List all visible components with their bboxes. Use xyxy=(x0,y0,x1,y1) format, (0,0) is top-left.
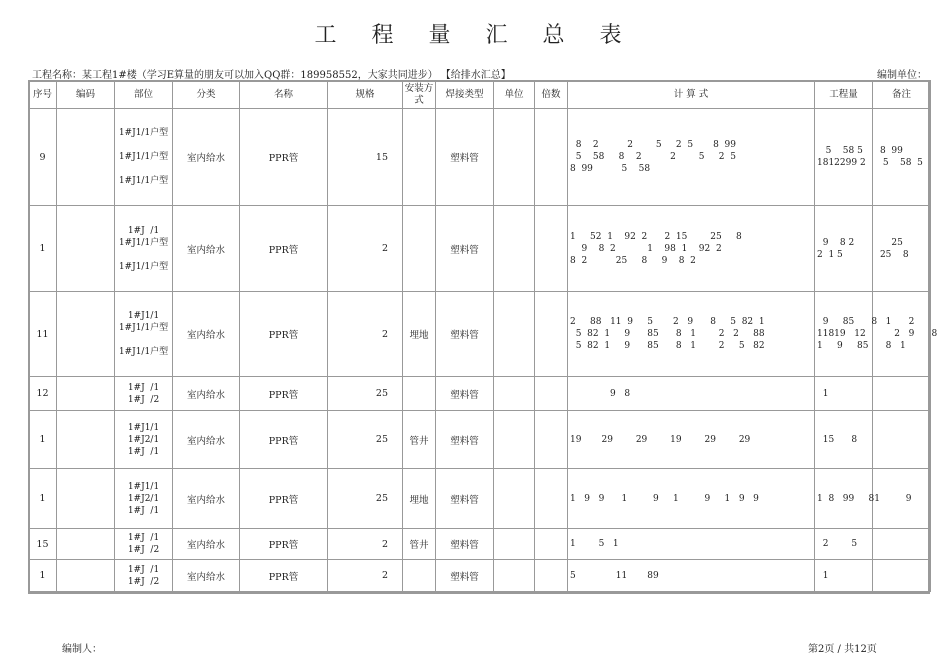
multiplier-cell xyxy=(535,377,568,411)
category-cell: 室内给水 xyxy=(173,560,240,592)
row-number: 15 xyxy=(29,529,57,560)
weld-type-cell: 塑料管 xyxy=(436,377,494,411)
spec-cell: 25 xyxy=(328,411,403,469)
weld-type-cell: 塑料管 xyxy=(436,469,494,529)
name-cell: PPR管 xyxy=(240,206,328,292)
formula-cell: 1 52 1 92 2 2 15 25 8 9 8 2 1 98 1 92 2 8 2 25 8 9 8 2 xyxy=(568,206,815,292)
name-cell: PPR管 xyxy=(240,469,328,529)
quantity-cell: 2 5 xyxy=(815,529,873,560)
remark-cell xyxy=(873,411,931,469)
table-row xyxy=(29,109,931,206)
name-cell: PPR管 xyxy=(240,529,328,560)
install-method-cell: 管井 xyxy=(403,529,436,560)
row-number: 1 xyxy=(29,469,57,529)
location-cell: 1#J1/1 1#J2/1 1#J /1 xyxy=(115,469,173,529)
weld-type-cell: 塑料管 xyxy=(436,109,494,206)
table-row xyxy=(29,206,931,292)
table-row xyxy=(29,292,931,377)
spec-cell: 15 xyxy=(328,109,403,206)
quantity-table xyxy=(28,80,938,592)
quantity-cell: 5 58 5 8 99 1812299 2 5 58 5 xyxy=(815,109,873,206)
unit-cell xyxy=(494,529,535,560)
weld-type-cell: 塑料管 xyxy=(436,206,494,292)
header-cell: 工程量 xyxy=(815,81,873,109)
category-cell: 室内给水 xyxy=(173,377,240,411)
table-row xyxy=(29,560,931,592)
weld-type-cell: 塑料管 xyxy=(436,529,494,560)
formula-cell: 1 5 1 xyxy=(568,529,815,560)
unit-cell xyxy=(494,377,535,411)
row-number: 1 xyxy=(29,411,57,469)
name-cell: PPR管 xyxy=(240,109,328,206)
quantity-cell: 1 8 99 81 9 xyxy=(815,469,873,529)
install-method-cell: 埋地 xyxy=(403,292,436,377)
multiplier-cell xyxy=(535,292,568,377)
weld-type-cell: 塑料管 xyxy=(436,411,494,469)
formula-cell: 19 29 29 19 29 29 xyxy=(568,411,815,469)
item-code xyxy=(57,529,115,560)
multiplier-cell xyxy=(535,109,568,206)
location-cell: 1#J1/1 1#J2/1 1#J /1 xyxy=(115,411,173,469)
location-cell: 1#J /1 1#J /2 xyxy=(115,377,173,411)
location-cell: 1#J /1 1#J1/1户型 1#J1/1户型 xyxy=(115,206,173,292)
formula-cell: 5 11 89 xyxy=(568,560,815,592)
header-cell: 备注 xyxy=(873,81,931,109)
project-name: 工程名称：某工程1#楼（学习E算量的朋友可以加入QQ群：189958552，大家共同进步） xyxy=(32,70,438,81)
remark-cell xyxy=(873,206,931,292)
formula-cell: 1 9 9 1 9 1 9 1 9 9 xyxy=(568,469,815,529)
category-cell: 室内给水 xyxy=(173,411,240,469)
unit-cell xyxy=(494,469,535,529)
name-cell: PPR管 xyxy=(240,292,328,377)
item-code xyxy=(57,560,115,592)
quantity-cell: 9 8 2 25 2 1 5 25 8 xyxy=(815,206,873,292)
name-cell: PPR管 xyxy=(240,560,328,592)
weld-type-cell: 塑料管 xyxy=(436,292,494,377)
row-number: 9 xyxy=(29,109,57,206)
location-cell: 1#J /1 1#J /2 xyxy=(115,560,173,592)
category-cell: 室内给水 xyxy=(173,109,240,206)
page-number: 第2页 / 共12页 xyxy=(808,644,877,655)
install-method-cell xyxy=(403,377,436,411)
quantity-cell: 1 xyxy=(815,377,873,411)
table-header-row xyxy=(29,81,931,109)
quantity-cell: 9 85 8 1 2 11819 12 2 9 8 1 9 85 8 1 xyxy=(815,292,873,377)
name-cell: PPR管 xyxy=(240,377,328,411)
quantity-cell: 1 xyxy=(815,560,873,592)
install-method-cell xyxy=(403,560,436,592)
category-cell: 室内给水 xyxy=(173,292,240,377)
table-row xyxy=(29,411,931,469)
quantity-cell: 15 8 xyxy=(815,411,873,469)
header-cell: 焊接类型 xyxy=(436,81,494,109)
editor-unit-label: 编制单位： xyxy=(877,70,927,81)
location-cell: 1#J1/1户型 1#J1/1户型 1#J1/1户型 xyxy=(115,109,173,206)
formula-cell: 2 88 11 9 5 2 9 8 5 82 1 5 82 1 9 85 8 1 2 2 88 5 82 1 9 85 8 1 2 5 82 xyxy=(568,292,815,377)
category-cell: 室内给水 xyxy=(173,206,240,292)
header-cell: 规格 xyxy=(328,81,403,109)
name-cell: PPR管 xyxy=(240,411,328,469)
item-code xyxy=(57,469,115,529)
section-label: 【给排水汇总】 xyxy=(445,70,511,81)
row-number: 1 xyxy=(29,560,57,592)
item-code xyxy=(57,292,115,377)
table-row xyxy=(29,469,931,529)
header-cell: 单位 xyxy=(494,81,535,109)
spec-cell: 2 xyxy=(328,292,403,377)
location-cell: 1#J1/1 1#J1/1户型 1#J1/1户型 xyxy=(115,292,173,377)
spec-cell: 2 xyxy=(328,529,403,560)
header-cell: 倍数 xyxy=(535,81,568,109)
spec-cell: 25 xyxy=(328,377,403,411)
header-cell: 安装方式 xyxy=(403,81,436,109)
item-code xyxy=(57,411,115,469)
page-title: 工 程 量 汇 总 表 xyxy=(314,23,636,48)
unit-cell xyxy=(494,109,535,206)
header-cell: 分类 xyxy=(173,81,240,109)
formula-cell: 8 2 2 5 2 5 8 99 5 58 8 2 2 5 2 5 8 99 5 58 xyxy=(568,109,815,206)
multiplier-cell xyxy=(535,411,568,469)
multiplier-cell xyxy=(535,560,568,592)
remark-cell xyxy=(873,377,931,411)
location-cell: 1#J /1 1#J /2 xyxy=(115,529,173,560)
install-method-cell xyxy=(403,109,436,206)
row-number: 1 xyxy=(29,206,57,292)
project-info xyxy=(32,66,511,81)
remark-cell xyxy=(873,560,931,592)
item-code xyxy=(57,109,115,206)
table-row xyxy=(29,377,931,411)
multiplier-cell xyxy=(535,469,568,529)
multiplier-cell xyxy=(535,529,568,560)
item-code xyxy=(57,377,115,411)
table-row xyxy=(29,529,931,560)
weld-type-cell: 塑料管 xyxy=(436,560,494,592)
spec-cell: 25 xyxy=(328,469,403,529)
header-cell: 名称 xyxy=(240,81,328,109)
header-cell: 计 算 式 xyxy=(568,81,815,109)
row-number: 11 xyxy=(29,292,57,377)
header-cell: 部位 xyxy=(115,81,173,109)
remark-cell xyxy=(873,529,931,560)
spec-cell: 2 xyxy=(328,206,403,292)
unit-cell xyxy=(494,560,535,592)
unit-cell xyxy=(494,292,535,377)
unit-cell xyxy=(494,411,535,469)
install-method-cell: 管井 xyxy=(403,411,436,469)
header-cell: 编码 xyxy=(57,81,115,109)
multiplier-cell xyxy=(535,206,568,292)
header-cell: 序号 xyxy=(29,81,57,109)
item-code xyxy=(57,206,115,292)
preparer-label: 编制人： xyxy=(62,644,102,655)
formula-cell: 9 8 xyxy=(568,377,815,411)
install-method-cell: 埋地 xyxy=(403,469,436,529)
install-method-cell xyxy=(403,206,436,292)
category-cell: 室内给水 xyxy=(173,469,240,529)
remark-cell xyxy=(873,109,931,206)
unit-cell xyxy=(494,206,535,292)
spec-cell: 2 xyxy=(328,560,403,592)
category-cell: 室内给水 xyxy=(173,529,240,560)
row-number: 12 xyxy=(29,377,57,411)
